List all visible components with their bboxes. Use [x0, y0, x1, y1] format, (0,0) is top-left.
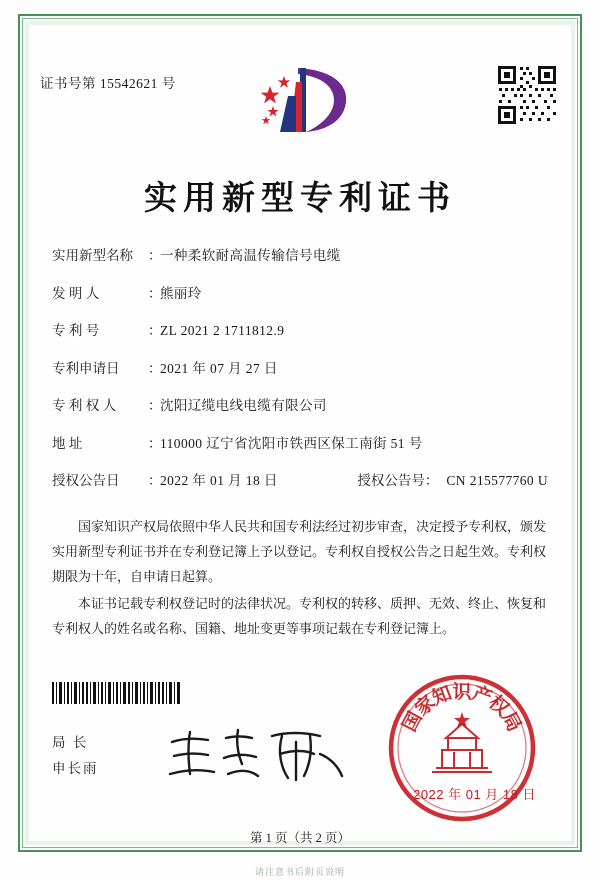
field-row-utility-model-name	[52, 244, 548, 264]
svg-text:产: 产	[469, 682, 495, 710]
handwritten-signature-icon	[162, 724, 352, 786]
legal-paragraph-1: 国家知识产权局依照中华人民共和国专利法经过初步审查，决定授予专利权，颁发实用新型专利证书并在专利登记簿上予以登记。专利权自授权公告之日起生效。专利权期限为十年，自申请日起算。	[52, 519, 547, 584]
page-title: 实用新型专利证书	[144, 181, 456, 217]
field-row-address	[52, 432, 548, 452]
field-row-patent-number	[52, 319, 548, 339]
field-label: 专 利 号	[52, 323, 100, 338]
qr-code-icon	[496, 64, 558, 126]
field-value-announcement-number: CN 215577760 U	[446, 473, 548, 488]
field-label: 实用新型名称	[52, 248, 133, 263]
field-row-patentee	[52, 394, 548, 414]
certificate-number: 证书号第 15542621 号	[40, 76, 176, 91]
cnipa-logo-icon	[240, 62, 360, 142]
field-colon: ：	[148, 435, 162, 451]
svg-text:国: 国	[399, 708, 427, 736]
field-value: 110000 辽宁省沈阳市铁西区保工南街 51 号	[160, 435, 423, 451]
field-label: 专 利 权 人	[52, 398, 117, 413]
fields-list	[52, 244, 548, 507]
director-role-label: 局 长	[52, 735, 89, 750]
field-label-announcement-number: 授权公告号：	[357, 473, 439, 488]
field-label: 专利申请日	[52, 360, 120, 376]
field-value: 2021 年 07 月 27 日	[160, 360, 278, 376]
field-label: 授权公告日	[52, 473, 120, 488]
bottom-note: 请注意书后附页说明	[254, 867, 345, 877]
barcode-icon	[52, 682, 182, 704]
field-value: 2022 年 01 月 18 日	[160, 473, 278, 488]
field-colon: ：	[148, 360, 162, 376]
field-colon: ：	[148, 323, 162, 338]
svg-text:局: 局	[497, 708, 525, 736]
field-value: ZL 2021 2 1711812.9	[160, 323, 285, 338]
certificate-content	[40, 36, 560, 845]
seal-date: 2022 年 01 月 18 日	[413, 787, 536, 802]
svg-text:权: 权	[484, 691, 513, 721]
signature-block	[52, 730, 99, 782]
field-label: 地 址	[52, 435, 83, 451]
svg-text:知: 知	[429, 682, 455, 710]
field-colon: ：	[148, 473, 162, 488]
field-colon: ：	[148, 398, 162, 413]
page-indicator: 第 1 页（共 2 页）	[249, 831, 350, 845]
svg-text:识: 识	[452, 682, 472, 703]
field-colon: ：	[148, 248, 162, 263]
svg-text:家: 家	[411, 691, 440, 721]
legal-text	[52, 514, 546, 643]
field-label: 发 明 人	[52, 285, 100, 301]
legal-paragraph-2: 本证书记载专利权登记时的法律状况。专利权的转移、质押、无效、终止、恢复和专利权人的姓名或名称、国籍、地址变更等事项记载在专利登记簿上。	[52, 596, 547, 636]
field-value: 熊丽玲	[160, 285, 202, 301]
field-row-grant-announcement	[52, 469, 548, 489]
field-row-application-date	[52, 357, 548, 377]
field-row-inventor	[52, 282, 548, 302]
director-name-label: 申长雨	[52, 761, 99, 776]
field-value: 一种柔软耐高温传输信号电缆	[160, 248, 341, 263]
field-value: 沈阳辽缆电线电缆有限公司	[160, 398, 327, 413]
field-colon: ：	[148, 285, 162, 301]
